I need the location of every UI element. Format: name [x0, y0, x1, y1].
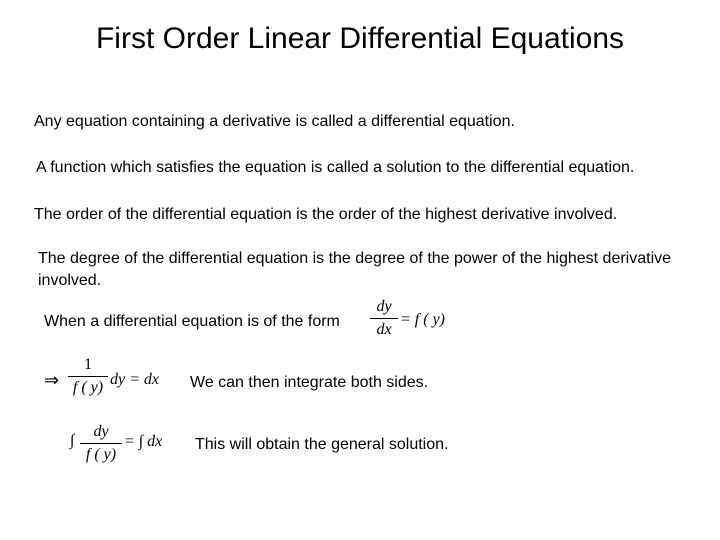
integrate-note: We can then integrate both sides. — [190, 374, 429, 391]
fraction-numerator: dy — [93, 423, 109, 440]
separated-equation: dy = dx — [110, 371, 159, 388]
integrand-fraction — [80, 423, 122, 464]
slide-title: First Order Linear Differential Equations — [95, 22, 625, 55]
fraction-bar — [370, 318, 398, 319]
statement-order: The order of the differential equation is the order of the highest derivative involved. — [34, 206, 618, 223]
integrated-equation: = ∫ dx — [124, 433, 163, 450]
fraction-numerator: dy — [376, 298, 392, 315]
implies-symbol: ⇒ — [44, 370, 60, 390]
statement-solution: A function which satisfies the equation is called a solution to the differential equation. — [36, 159, 635, 176]
fraction-denominator: dx — [376, 321, 392, 338]
fraction-bar — [68, 376, 108, 377]
general-solution-note: This will obtain the general solution. — [195, 436, 449, 453]
reciprocal-fraction — [68, 356, 108, 397]
statement-degree: The degree of the differential equation is the degree of the power of the highest derivative involved. — [38, 250, 672, 289]
fraction-bar — [80, 443, 122, 444]
dy-dx-fraction — [370, 298, 398, 339]
fraction-denominator: f ( y) — [85, 446, 117, 463]
form-intro: When a differential equation is of the form — [44, 313, 340, 330]
fraction-numerator: 1 — [84, 356, 92, 373]
integral-symbol: ∫ — [70, 432, 75, 449]
statement-derivative: Any equation containing a derivative is called a differential equation. — [34, 113, 515, 130]
fraction-denominator: f ( y) — [72, 379, 104, 396]
equation-rhs: = f ( y) — [400, 311, 445, 328]
